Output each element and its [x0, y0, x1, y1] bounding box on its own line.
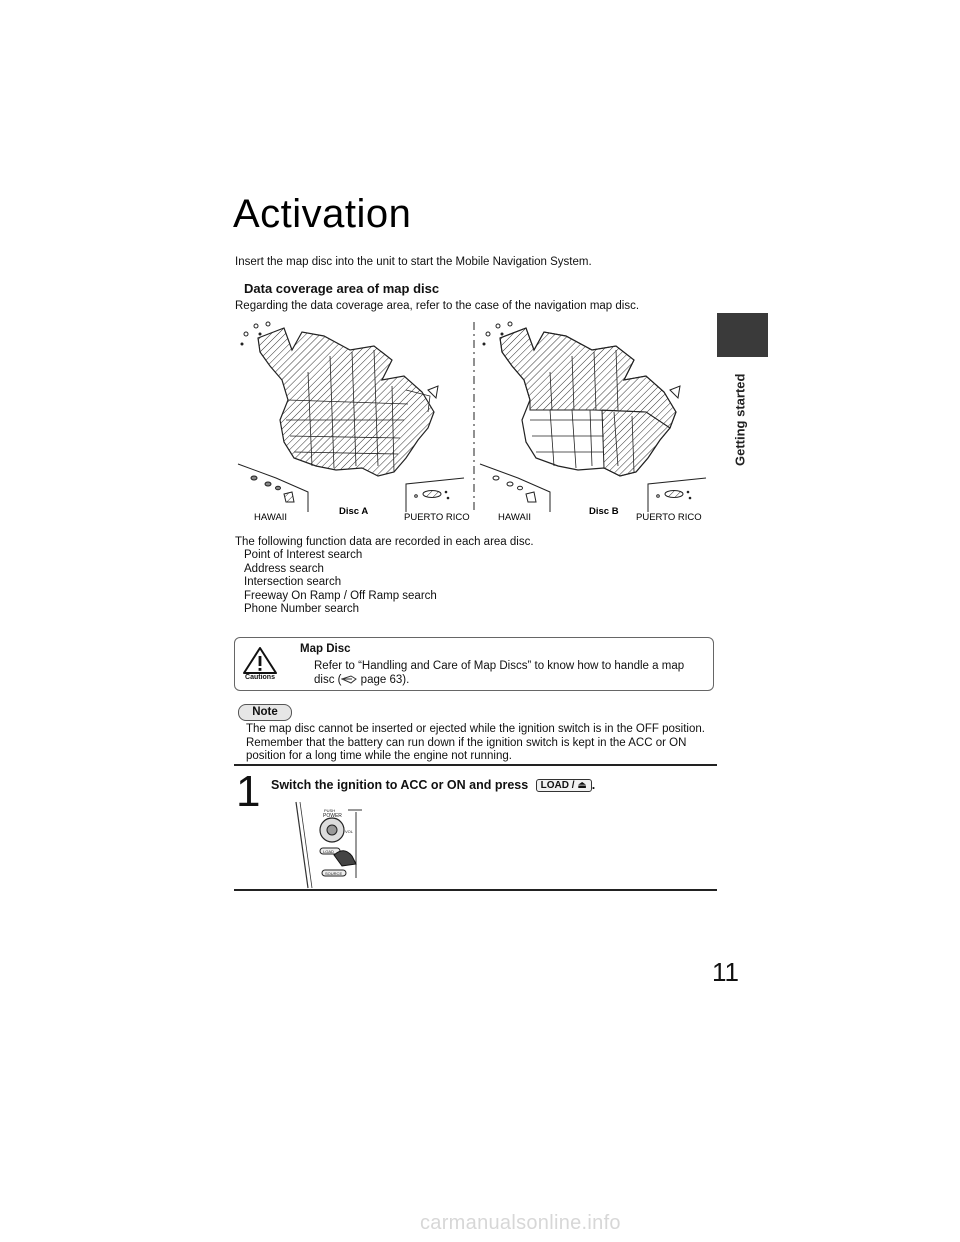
disc-a-pr-label: PUERTO RICO [404, 512, 470, 523]
chapter-label: Getting started [732, 373, 748, 467]
step-number: 1 [236, 767, 261, 816]
pressing-finger-icon [334, 851, 356, 866]
page-reference-icon [341, 675, 357, 684]
page-title: Activation [233, 192, 412, 236]
push-label: PUSH [324, 808, 336, 813]
disc-a-label: Disc A [339, 506, 369, 517]
coverage-text: Regarding the data coverage area, refer to the case of the navigation map disc. [235, 300, 640, 312]
watermark: carmanualsonline.info [420, 1212, 621, 1234]
hawaii-islands-b [493, 476, 536, 502]
load-button-glyph [536, 779, 592, 792]
disc-b-label: Disc B [589, 506, 619, 517]
head-unit-illustration [294, 800, 364, 890]
vol-label: VOL [345, 829, 354, 834]
caution-body: Refer to “Handling and Care of Map Discs” to know how to handle a map disc ( [314, 660, 685, 686]
panel-load-label: LOAD [323, 849, 334, 854]
step-instruction [271, 778, 595, 792]
function-intro: The following function data are recorded in each area disc. [235, 536, 534, 548]
power-label: POWER [323, 813, 342, 819]
list-item: Address search [244, 562, 324, 575]
coverage-maps [232, 316, 720, 526]
intro-text: Insert the map disc into the unit to start the Mobile Navigation System. [235, 256, 592, 268]
disc-b-map [480, 322, 706, 512]
disc-b-pr-label: PUERTO RICO [636, 512, 702, 523]
note-label: Note [238, 704, 292, 721]
disc-b-hawaii-label: HAWAII [498, 512, 532, 523]
caution-text [314, 659, 704, 687]
hawaii-islands-a [251, 476, 294, 502]
list-item: Phone Number search [244, 603, 360, 616]
chapter-tab [717, 313, 768, 357]
list-item: Intersection search [244, 576, 342, 589]
step-end: . [591, 778, 596, 792]
list-item: Point of Interest search [244, 549, 363, 562]
caution-icon-label: Cautions [245, 674, 275, 681]
eject-icon: ⏏ [574, 780, 587, 792]
step-top-rule [234, 764, 717, 766]
panel-source-label: SOURCE [325, 871, 343, 876]
caution-title: Map Disc [300, 643, 351, 655]
step-text: Switch the ignition to ACC or ON and press [271, 778, 529, 792]
note-text: The map disc cannot be inserted or ejected while the ignition switch is in the OFF position. Remember that the battery can run down if the ignition switch is kept in the ACC or ON position for a long time while the engine not running. [246, 723, 705, 762]
page-number: 11 [712, 957, 739, 987]
function-list [235, 536, 534, 616]
step-bottom-rule [234, 889, 717, 891]
load-button-label: LOAD / [540, 780, 575, 792]
caution-page-ref: page 63). [357, 674, 410, 686]
puerto-rico-a [415, 491, 450, 500]
puerto-rico-b [657, 491, 692, 500]
coverage-heading: Data coverage area of map disc [244, 281, 440, 296]
list-item: Freeway On Ramp / Off Ramp search [244, 589, 437, 602]
disc-a-map [238, 322, 464, 512]
disc-a-hawaii-label: HAWAII [254, 512, 288, 523]
